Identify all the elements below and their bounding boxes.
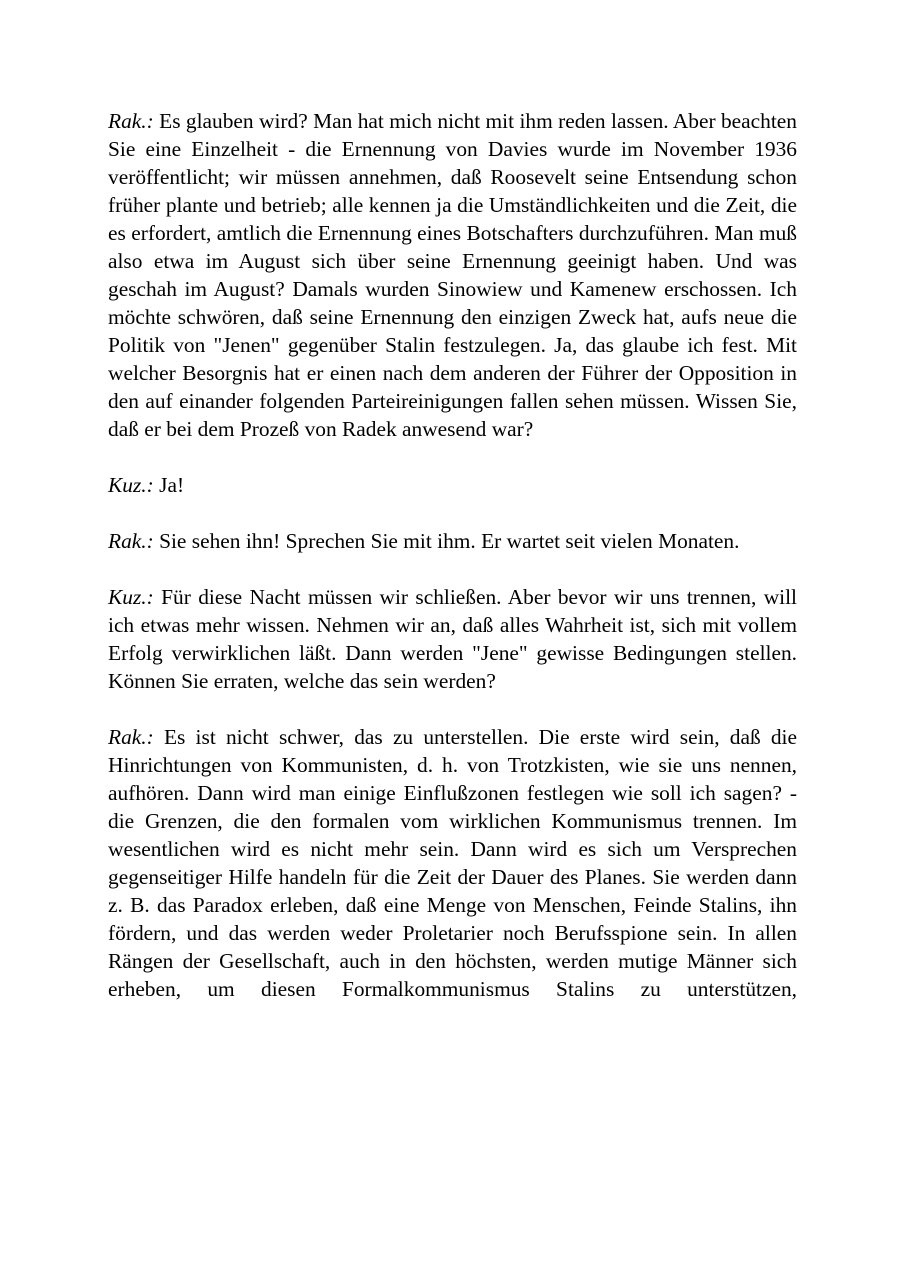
dialogue-text: Es ist nicht schwer, das zu unterstellen. Die erste wird sein, daß die Hinrichtungen von Kommunisten, d. h. von Trotzkisten, wie sie uns nennen, aufhören. Dann wird man einige Einflußzonen festlegen wie soll ich sagen? - die Grenzen, die den formalen vom wirklichen Kommunismus trennen. Im wesentlichen wird es nicht mehr sein. Dann wird es sich um Versprechen gegenseitiger Hilfe handeln für die Zeit der Dauer des Planes. Sie werden dann z. B. das Paradox erleben, daß eine Menge von Menschen, Feinde Stalins, ihn fördern, und das werden weder Proletarier noch Berufsspione sein. In allen Rängen der Gesellschaft, auch in den höchsten, werden mutige Männer sich erheben, um diesen Formalkommunismus Stalins zu unterstützen, bbox=[108, 725, 797, 1001]
dialogue-text: Für diese Nacht müssen wir schließen. Aber bevor wir uns trennen, will ich etwas mehr wissen. Nehmen wir an, daß alles Wahrheit ist, sich mit vollem Erfolg verwirklichen läßt. Dann werden "Jene" gewisse Bedingungen stellen. Können Sie erraten, welche das sein werden? bbox=[108, 585, 797, 693]
dialogue-paragraph-4 bbox=[108, 583, 797, 695]
speaker-label: Kuz.: bbox=[108, 585, 154, 609]
speaker-label: Kuz.: bbox=[108, 473, 154, 497]
dialogue-paragraph-3 bbox=[108, 527, 797, 555]
document-page bbox=[108, 107, 797, 1031]
speaker-label: Rak.: bbox=[108, 725, 154, 749]
dialogue-text: Sie sehen ihn! Sprechen Sie mit ihm. Er wartet seit vielen Monaten. bbox=[159, 529, 740, 553]
dialogue-paragraph-1 bbox=[108, 107, 797, 443]
dialogue-text: Ja! bbox=[159, 473, 185, 497]
dialogue-text: Es glauben wird? Man hat mich nicht mit ihm reden lassen. Aber beachten Sie eine Einzelheit - die Ernennung von Davies wurde im November 1936 veröffentlicht; wir müssen annehmen, daß Roosevelt seine Entsendung schon früher plante und betrieb; alle kennen ja die Umständlichkeiten und die Zeit, die es erfordert, amtlich die Ernennung eines Botschafters durchzuführen. Man muß also etwa im August sich über seine Ernennung geeinigt haben. Und was geschah im August? Damals wurden Sinowiew und Kamenew erschossen. Ich möchte schwören, daß seine Ernennung den einzigen Zweck hat, aufs neue die Politik von "Jenen" gegenüber Stalin festzulegen. Ja, das glaube ich fest. Mit welcher Besorgnis hat er einen nach dem anderen der Führer der Opposition in den auf einander folgenden Parteireinigungen fallen sehen müssen. Wissen Sie, daß er bei dem Prozeß von Radek anwesend war? bbox=[108, 109, 797, 441]
dialogue-paragraph-5 bbox=[108, 723, 797, 1003]
speaker-label: Rak.: bbox=[108, 109, 154, 133]
dialogue-paragraph-2 bbox=[108, 471, 797, 499]
speaker-label: Rak.: bbox=[108, 529, 154, 553]
